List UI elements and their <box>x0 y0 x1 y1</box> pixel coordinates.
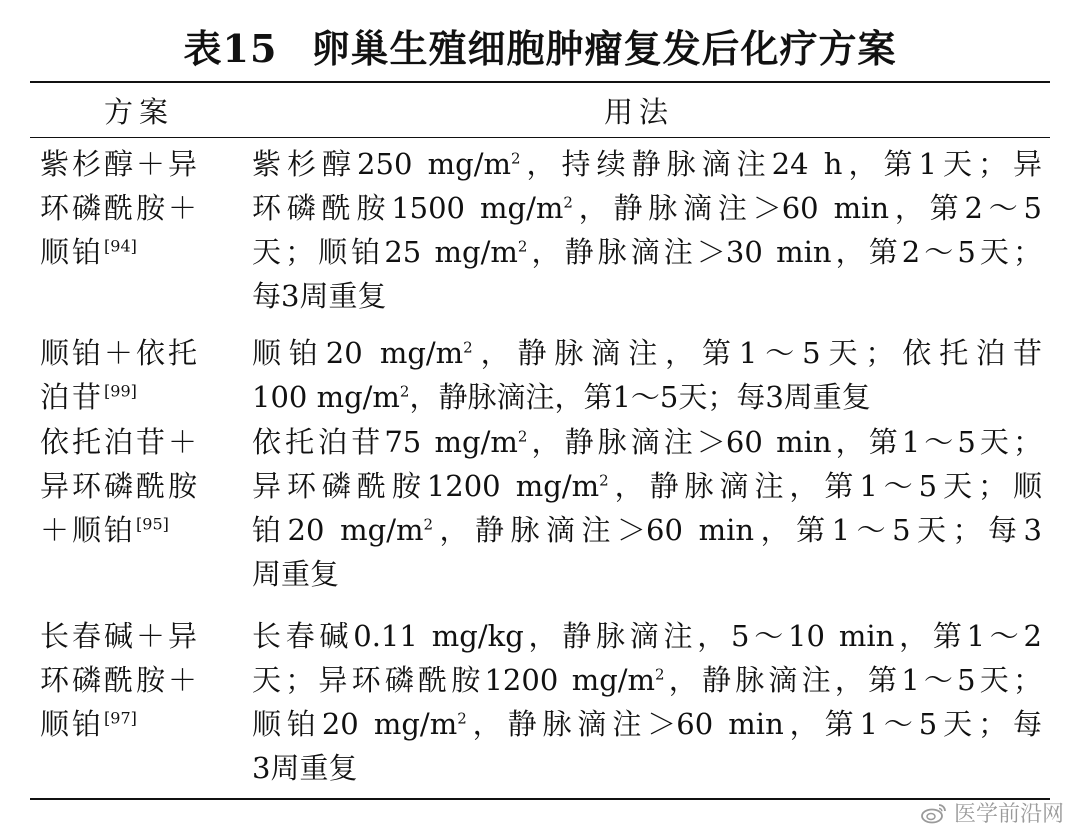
unit-exponent: 2 <box>463 338 473 357</box>
watermark-text: 医学前沿网 <box>953 802 1064 827</box>
unit-exponent: 2 <box>457 709 467 728</box>
usage-line <box>252 274 1042 318</box>
usage-text: 3周重复 <box>252 751 358 785</box>
usage-line <box>252 331 1042 375</box>
unit-exponent: 2 <box>510 149 521 168</box>
usage-line <box>252 658 1042 702</box>
scheme-cell <box>40 142 230 274</box>
bottom-rule <box>30 798 1050 800</box>
usage-text: 天；异环磷酰胺1200 mg/m <box>252 663 656 697</box>
unit-exponent: 2 <box>399 382 410 401</box>
scheme-cell <box>40 331 230 419</box>
unit-exponent: 2 <box>655 665 665 684</box>
scheme-line: 顺铂＋依托 <box>40 336 201 370</box>
usage-cell <box>252 420 1042 596</box>
scheme-line: 长春碱＋异 <box>40 619 201 653</box>
usage-text: 依托泊苷75 mg/m <box>252 425 518 459</box>
usage-line <box>252 702 1042 746</box>
usage-line <box>252 508 1042 552</box>
usage-cell <box>252 614 1042 790</box>
unit-exponent: 2 <box>517 427 528 446</box>
scheme-line: 顺铂 <box>40 707 105 741</box>
usage-text: 顺铂20 mg/m <box>252 707 458 741</box>
usage-line <box>252 614 1042 658</box>
reference-citation: [94] <box>104 236 137 256</box>
scheme-line: 顺铂 <box>40 235 105 269</box>
usage-text: 环磷酰胺1500 mg/m <box>252 191 564 225</box>
header-rule <box>30 137 1050 138</box>
usage-text: ，静脉滴注，第1～5天；顺 <box>608 469 1043 503</box>
unit-exponent: 2 <box>599 471 609 490</box>
scheme-line: ＋顺铂 <box>40 513 137 547</box>
scheme-cell <box>40 420 230 552</box>
usage-text: ，静脉滴注，第1～5天；依托泊苷 <box>472 336 1042 370</box>
scheme-line: 泊苷 <box>40 380 105 414</box>
usage-text: ，静脉滴注＞60 min，第1～5天；每 <box>466 707 1043 741</box>
usage-line <box>252 420 1042 464</box>
reference-citation: [97] <box>104 708 137 728</box>
usage-text: ，静脉滴注，第1～5天；每3周重复 <box>409 380 871 414</box>
usage-text: 紫杉醇250 mg/m <box>252 147 511 181</box>
weibo-icon <box>920 802 948 824</box>
usage-text: 天；顺铂25 mg/m <box>252 235 518 269</box>
usage-text: 每3周重复 <box>252 279 387 313</box>
usage-text: ，静脉滴注＞60 min，第1～5天； <box>527 425 1042 459</box>
scheme-line: 环磷酰胺＋ <box>40 663 201 697</box>
usage-line <box>252 375 1042 419</box>
usage-line <box>252 142 1042 186</box>
reference-citation: [95] <box>136 514 169 534</box>
usage-cell <box>252 142 1042 318</box>
usage-text: 铂20 mg/m <box>252 513 424 547</box>
table-title <box>0 18 1080 73</box>
unit-exponent: 2 <box>517 237 528 256</box>
usage-text: 100 mg/m <box>252 380 400 414</box>
unit-exponent: 2 <box>563 193 573 212</box>
reference-citation: [99] <box>104 381 137 401</box>
scheme-line: 异环磷酰胺 <box>40 469 201 503</box>
usage-cell <box>252 331 1042 419</box>
header-usage: 用法 <box>604 95 675 129</box>
usage-text: ，持续静脉滴注24 h，第1天；异 <box>520 147 1042 181</box>
scheme-cell <box>40 614 230 746</box>
table-number: 表15 <box>183 26 278 71</box>
usage-text: ，静脉滴注＞60 min，第1～5天；每3 <box>433 513 1042 547</box>
unit-exponent: 2 <box>423 515 434 534</box>
watermark <box>920 797 1064 828</box>
scheme-line: 环磷酰胺＋ <box>40 191 201 225</box>
usage-text: ，静脉滴注＞60 min，第2～5 <box>572 191 1042 225</box>
top-rule <box>30 81 1050 83</box>
table-caption: 卵巢生殖细胞肿瘤复发后化疗方案 <box>311 26 897 71</box>
usage-text: 周重复 <box>252 557 340 591</box>
usage-line <box>252 464 1042 508</box>
usage-text: ，静脉滴注＞30 min，第2～5天； <box>527 235 1042 269</box>
usage-line <box>252 230 1042 274</box>
usage-text: 长春碱0.11 mg/kg，静脉滴注，5～10 min，第1～2 <box>252 619 1042 653</box>
scheme-line: 紫杉醇＋异 <box>40 147 201 181</box>
scheme-line: 依托泊苷＋ <box>40 425 201 459</box>
usage-text: ，静脉滴注，第1～5天； <box>664 663 1042 697</box>
usage-line <box>252 746 1042 790</box>
header-scheme: 方案 <box>104 95 175 129</box>
usage-line <box>252 552 1042 596</box>
usage-text: 顺铂20 mg/m <box>252 336 464 370</box>
usage-text: 异环磷酰胺1200 mg/m <box>252 469 600 503</box>
usage-line <box>252 186 1042 230</box>
